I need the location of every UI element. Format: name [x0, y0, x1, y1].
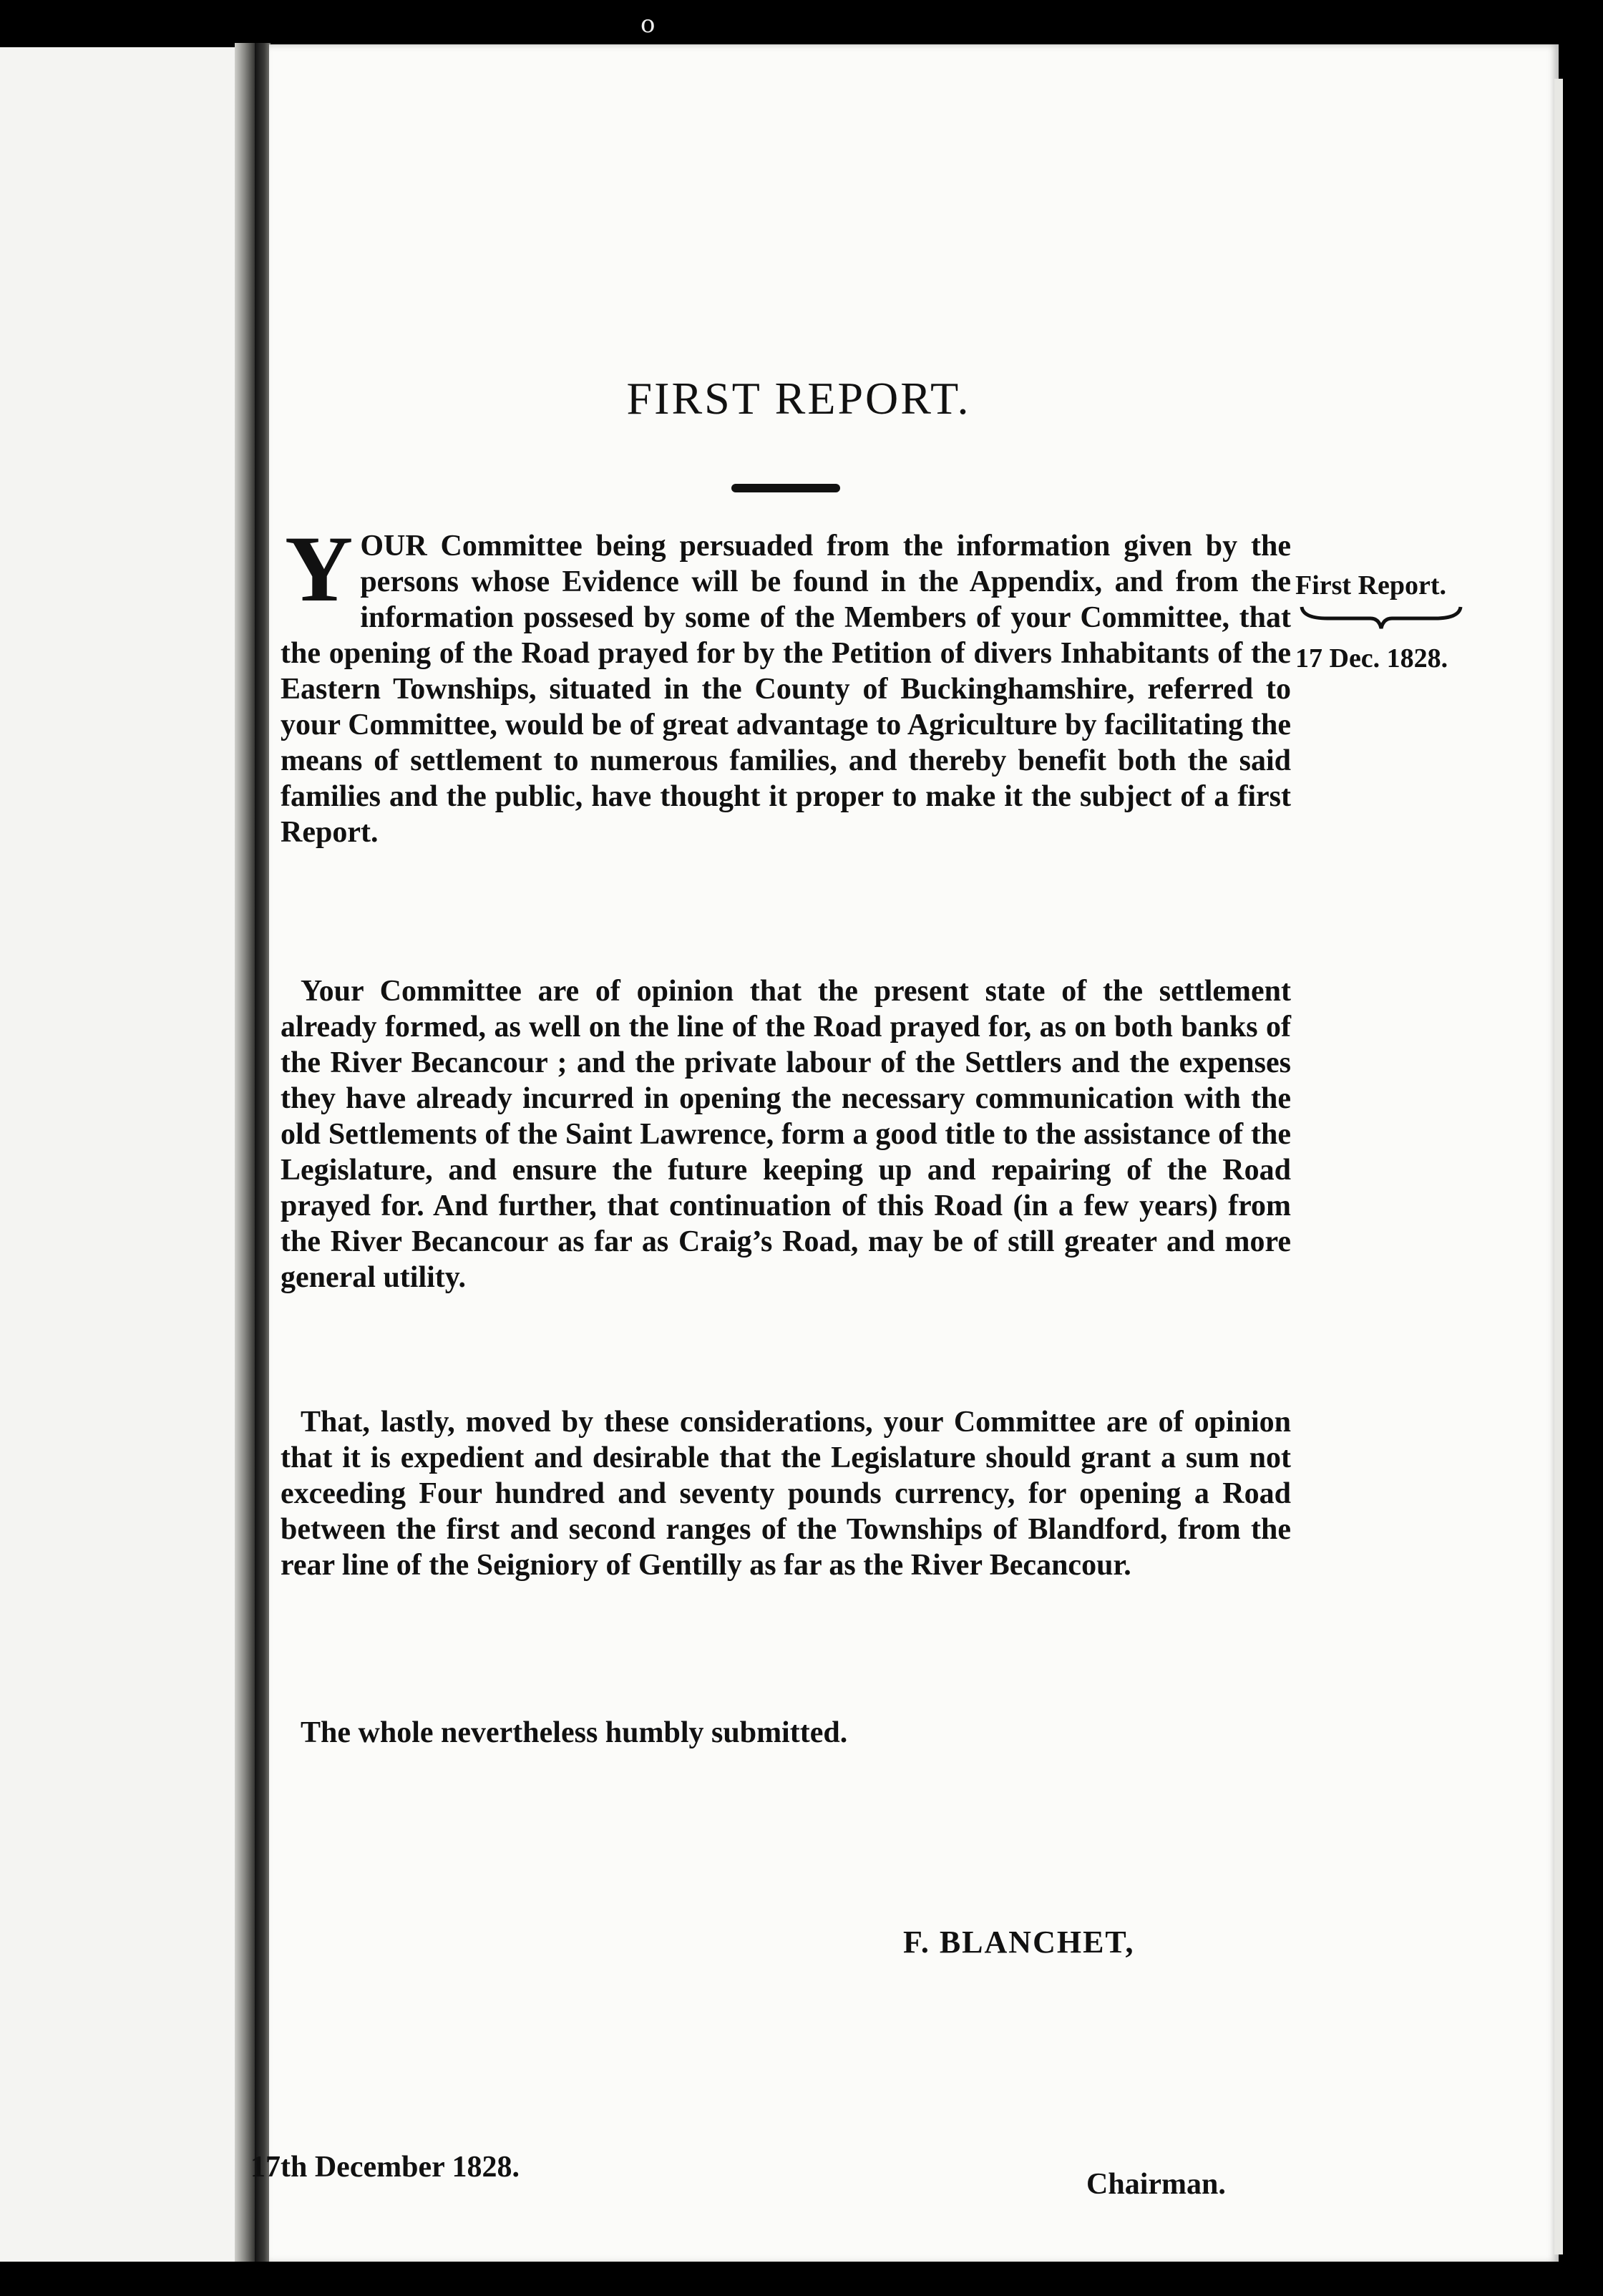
report-date: 17th December 1828.: [250, 2151, 520, 2184]
closing-line: The whole nevertheless humbly submitted.: [301, 1716, 848, 1749]
margin-note-date: 17 Dec. 1828.: [1295, 643, 1448, 673]
brace-icon: [1299, 603, 1463, 631]
page-right-edge: [1554, 79, 1563, 2254]
previous-page-edge: [0, 47, 242, 2266]
page-title: FIRST REPORT.: [626, 373, 971, 424]
previous-page-shadow: [235, 43, 256, 2269]
drop-cap: Y: [285, 516, 354, 621]
book-spine: [255, 43, 271, 2269]
signatory-role: Chairman.: [1086, 2168, 1226, 2201]
paragraph-3: That, lastly, moved by these considerations, your Committee are of opinion that it is expedient and desirable that the Legislature should grant a sum not exceeding Four hundred and seventy pounds currency, for opening a Road between the first and second ranges of the Townships of Blandford, from the rear line of the Seigniory of Gentilly as far as the River Becancour.: [281, 1406, 1291, 1582]
paragraph-1-text: OUR Committee being persuaded from the information given by the persons whose Evidence will be found in the Appendix, and from the information possesed by some of the Members of your Committee, that the opening of the Road prayed for by the Petition of divers Inhabitants of the Eastern Townships, situated in the County of Buckinghamshire, referred to your Committee, would be of great advantage to Agriculture by facilitating the means of settlement to numerous families, and thereby benefit both the said families and the public, have thought it proper to make it the subject of a first Report.: [281, 530, 1291, 849]
paragraph-2: Your Committee are of opinion that the present state of the settlement already formed, as well on the line of the Road prayed for, as on both banks of the River Becancour ; and the private labour of the Settlers and the expenses they have already incurred in opening the necessary communication with the old Settlements of the Saint Lawrence, form a good title to the assistance of the Legislature, and ensure the future keeping up and repairing of the Road prayed for. And further, that continuation of this Road (in a few years) from the River Becancour as far as Craig’s Road, may be of still greater and more general utility.: [281, 975, 1291, 1294]
scan-mark: o: [640, 10, 656, 39]
scan-frame-bottom: [0, 2262, 1603, 2296]
title-rule: [731, 484, 840, 492]
margin-note-report: First Report.: [1295, 570, 1447, 600]
signatory-name: F. BLANCHET,: [903, 1925, 1135, 1960]
paragraph-1: [281, 516, 1291, 850]
